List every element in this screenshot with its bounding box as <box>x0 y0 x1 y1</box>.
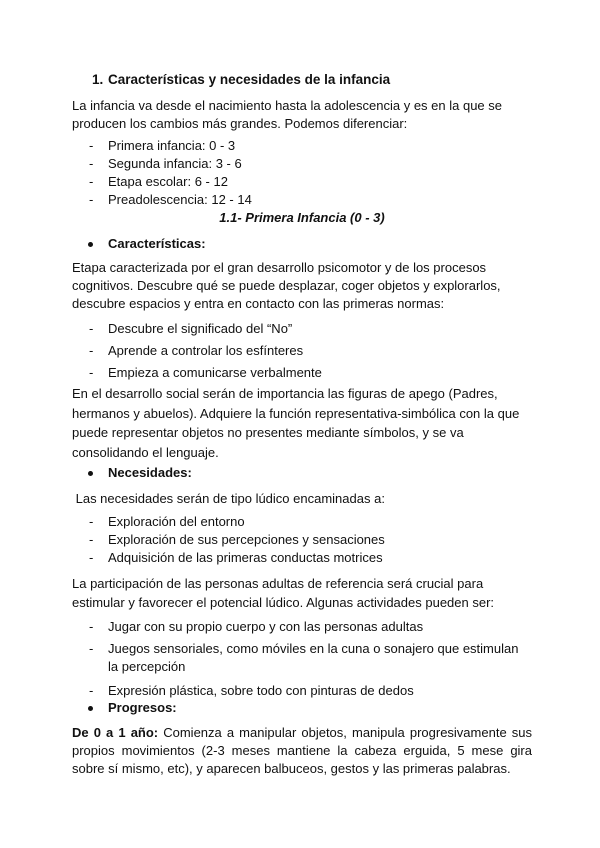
list-item: - Segunda infancia: 3 - 6 <box>89 156 242 171</box>
subsection-title: 1.1- Primera Infancia (0 - 3) <box>219 210 385 225</box>
bullet-icon <box>88 242 93 247</box>
section-heading <box>92 71 552 89</box>
list-item: - Preadolescencia: 12 - 14 <box>89 192 252 207</box>
caracteristicas-paragraph: Etapa caracterizada por el gran desarrollo psicomotor y de los procesos cognitivos. Descubre qué se puede desplazar, coger objetos y explorarlos, descubre espacios y entra en contacto con las primeras normas: <box>72 260 501 311</box>
progresos-paragraph: De 0 a 1 año: Comienza a manipular objetos, manipula progresivamente sus propios movimientos (2-3 meses mantiene la cabeza erguida, 5 mese gira sobre sí mismo, etc), y aparecen balbuceos, gestos y las primeras palabras. <box>72 725 532 776</box>
list-item: - Jugar con su propio cuerpo y con las personas adultas <box>89 619 424 634</box>
activities-list <box>72 618 532 700</box>
section-number: 1. <box>92 72 104 87</box>
list-item: - Empieza a comunicarse verbalmente <box>89 365 322 380</box>
social-paragraph: En el desarrollo social serán de importancia las figuras de apego (Padres, hermanos y abuelos). Adquiere la función representativa-simbólica con la que puede representar objetos no presentes mediante símbolos, y se va consolidando el lenguaje. <box>72 386 520 460</box>
adults-paragraph: La participación de las personas adultas de referencia será crucial para estimular y favorecer el potencial lúdico. Algunas actividades pueden ser: <box>72 576 495 610</box>
list-item: - Etapa escolar: 6 - 12 <box>89 174 228 189</box>
necesidades-paragraph: Las necesidades serán de tipo lúdico encaminadas a: <box>72 491 385 506</box>
list-item: - Aprende a controlar los esfínteres <box>89 343 304 358</box>
list-item: - Descubre el significado del “No” <box>89 321 293 336</box>
list-item: - Primera infancia: 0 - 3 <box>89 138 236 153</box>
stages-list <box>72 137 532 209</box>
bullet-icon <box>88 471 93 476</box>
list-item: - Exploración del entorno <box>89 514 245 529</box>
bullet-icon <box>88 706 93 711</box>
list-item: - Adquisición de las primeras conductas motrices <box>89 550 383 565</box>
list-item: - Expresión plástica, sobre todo con pinturas de dedos <box>89 683 414 698</box>
necesidades-list <box>72 513 532 567</box>
list-item: - Exploración de sus percepciones y sensaciones <box>89 532 385 547</box>
intro-paragraph: La infancia va desde el nacimiento hasta la adolescencia y es en la que se producen los cambios más grandes. Podemos diferenciar: <box>72 98 503 131</box>
age-label: De 0 a 1 año: <box>72 725 159 740</box>
caracteristicas-list <box>72 318 532 384</box>
section-title: Características y necesidades de la infancia <box>108 72 391 87</box>
list-item: - Juegos sensoriales, como móviles en la cuna o sonajero que estimulan la percepción <box>89 641 519 674</box>
document-page: 1. Características y necesidades de la infancia La infancia va desde el nacimiento hasta la adolescencia y es en la que se producen los cambios más grandes. Podemos diferenciar: - Primera infancia: 0 - 3 - Segunda infancia: 3 - 6 - Etapa escolar: 6 - 12 - Preadolescencia: 12 - 14 1.1- Primera Infancia (0 - 3) Características: Etapa caracterizada por el gran desarrollo psicomotor y de los procesos cognitivos. Descubre qué se puede desplazar, coger objetos y explorarlos, descubre espacios y entra en contacto con las primeras normas: - Descubre el significado del “No” - Aprende a controlar los esfínteres - Empieza a comunicarse verbalmente En el desarrollo social serán de importancia las figuras de apego (Padres, hermanos y abuelos). Adquiere la función representativa-simbólica con la que puede representar objetos no presentes mediante símbolos, y se va consolidando el lenguaje. Necesidades: Las necesidades serán de tipo lúdico encaminadas a: - Exploración del entorno - Exploración de sus percepciones y sensaciones - Adquisición de las primeras conductas motrices La participación de las personas adultas de referencia será crucial para estimular y favorecer el potencial lúdico. Algunas actividades pueden ser: - Jugar con su propio cuerpo y con las personas adultas - Juegos sensoriales, como móviles en la cuna o sonajero que estimulan la percepción - Expresión plástica, sobre todo con pinturas de dedos Progresos: De 0 a 1 año: Comienza a manipular objetos, manipula progresivamente sus propios movimientos (2-3 meses mantiene la cabeza erguida, 5 mese gira sobre sí mismo, etc), y aparecen balbuceos, gestos y las primeras palabras. <box>0 0 600 848</box>
